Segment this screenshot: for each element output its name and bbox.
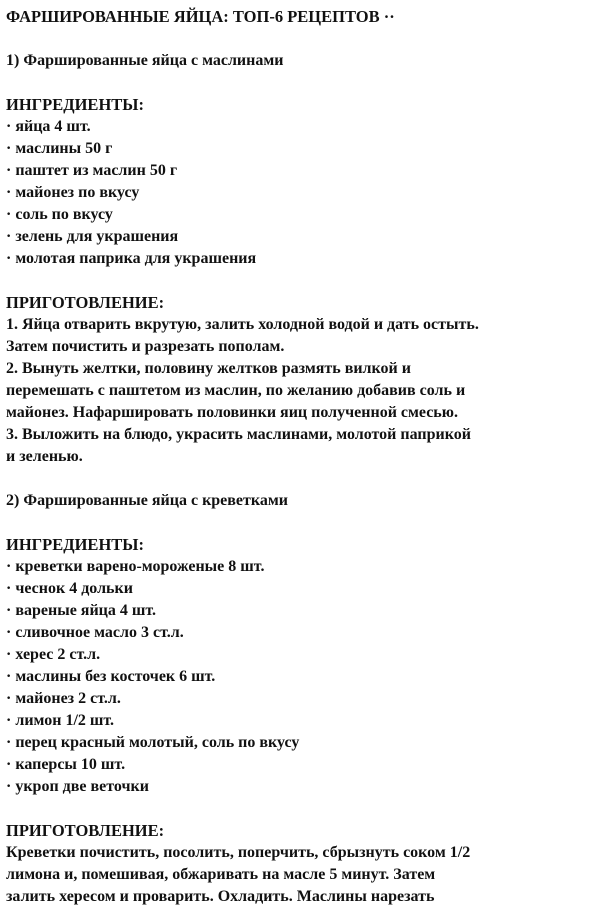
ingredient-item: · яйца 4 шт. — [6, 118, 91, 135]
spacer — [6, 468, 590, 490]
preparation-line: перемешать с паштетом из маслин, по желанию добавив соль и — [6, 382, 466, 399]
ingredient-item: · лимон 1/2 шт. — [6, 712, 115, 729]
ingredient-item: · херес 2 ст.л. — [6, 646, 101, 663]
recipe-1 — [6, 50, 590, 468]
preparation-line: 2. Вынуть желтки, половину желтков размять вилкой и — [6, 360, 411, 377]
preparation-line: Затем почистить и разрезать пополам. — [6, 338, 285, 355]
ingredient-item: · чеснок 4 дольки — [6, 580, 133, 597]
ingredients-list — [6, 116, 590, 270]
preparation-text — [6, 314, 590, 468]
ingredients-heading: ИНГРЕДИЕНТЫ: — [6, 95, 144, 114]
preparation-line: майонез. Нафаршировать половинки яиц полученной смесью. — [6, 404, 458, 421]
ingredient-item: · паштет из маслин 50 г — [6, 162, 178, 179]
preparation-line: лимона и, помешивая, обжаривать на масле 5 минут. Затем — [6, 866, 436, 883]
preparation-line: 1. Яйца отварить вкрутую, залить холодной водой и дать остыть. — [6, 316, 479, 333]
preparation-line: 3. Выложить на блюдо, украсить маслинами, молотой паприкой — [6, 426, 471, 443]
preparation-line: и зеленью. — [6, 448, 83, 465]
ingredient-item: · маслины без косточек 6 шт. — [6, 668, 216, 685]
ingredient-item: · вареные яйца 4 шт. — [6, 602, 157, 619]
ingredient-item: · перец красный молотый, соль по вкусу — [6, 734, 300, 751]
ingredient-item: · соль по вкусу — [6, 206, 113, 223]
preparation-text — [6, 842, 590, 908]
preparation-heading: ПРИГОТОВЛЕНИЕ: — [6, 821, 165, 840]
document-title: ФАРШИРОВАННЫЕ ЯЙЦА: ТОП-6 РЕЦЕПТОВ — [6, 7, 380, 26]
ingredient-item: · каперсы 10 шт. — [6, 756, 126, 773]
recipe-document — [6, 6, 590, 908]
preparation-line: Креветки почистить, посолить, поперчить, сбрызнуть соком 1/2 — [6, 844, 471, 861]
ingredient-item: · молотая паприка для украшения — [6, 250, 257, 267]
title-marker: ·· — [383, 7, 395, 26]
ingredient-item: · креветки варено-мороженые 8 шт. — [6, 558, 265, 575]
spacer — [6, 270, 590, 292]
recipe-2 — [6, 490, 590, 908]
ingredient-item: · майонез 2 ст.л. — [6, 690, 121, 707]
ingredient-item: · сливочное масло 3 ст.л. — [6, 624, 184, 641]
ingredient-item: · маслины 50 г — [6, 140, 113, 157]
preparation-heading: ПРИГОТОВЛЕНИЕ: — [6, 293, 165, 312]
ingredients-list — [6, 556, 590, 798]
ingredient-item: · укроп две веточки — [6, 778, 149, 795]
recipe-title: 1) Фаршированные яйца с маслинами — [6, 52, 284, 69]
ingredients-heading: ИНГРЕДИЕНТЫ: — [6, 535, 144, 554]
ingredient-item: · зелень для украшения — [6, 228, 179, 245]
ingredient-item: · майонез по вкусу — [6, 184, 140, 201]
spacer — [6, 798, 590, 820]
preparation-line: залить хересом и проварить. Охладить. Маслины нарезать — [6, 888, 435, 905]
document-title-line — [6, 6, 590, 28]
spacer — [6, 72, 590, 94]
recipe-title: 2) Фаршированные яйца с креветками — [6, 492, 288, 509]
spacer — [6, 512, 590, 534]
spacer — [6, 28, 590, 50]
